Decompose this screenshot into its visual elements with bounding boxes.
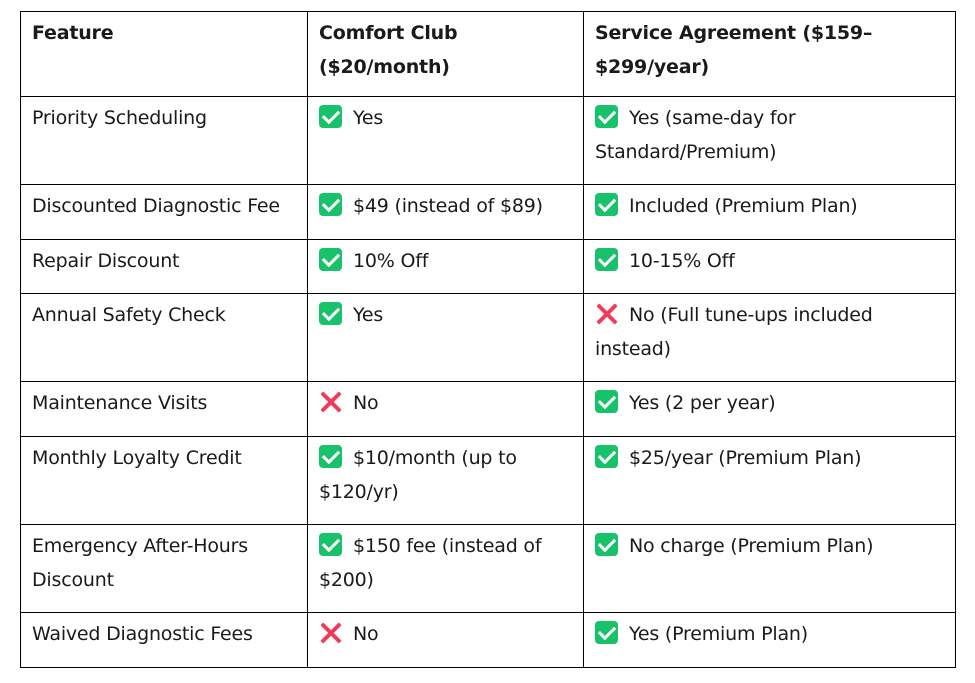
check-icon — [595, 105, 618, 128]
check-icon — [319, 533, 342, 556]
cell-text: $49 (instead of $89) — [353, 195, 543, 217]
service-agreement-cell — [584, 294, 956, 382]
table-row — [21, 382, 956, 437]
cell-text: Yes — [353, 107, 384, 129]
check-icon — [595, 390, 618, 413]
table-row — [21, 613, 956, 668]
service-agreement-cell — [584, 240, 956, 294]
cell-text: Yes (same-day for Standard/Premium) — [595, 107, 796, 163]
feature-cell: Monthly Loyalty Credit — [21, 437, 308, 525]
check-icon — [319, 193, 342, 216]
service-agreement-cell — [584, 437, 956, 525]
table-row — [21, 240, 956, 294]
cell-text: Yes — [353, 304, 384, 326]
cell-text: Included (Premium Plan) — [629, 195, 858, 217]
feature-cell: Emergency After-Hours Discount — [21, 525, 308, 613]
comfort-club-cell — [308, 185, 584, 240]
comfort-club-cell — [308, 525, 584, 613]
cell-text: 10-15% Off — [629, 250, 735, 272]
feature-cell: Repair Discount — [21, 240, 308, 294]
header-row — [21, 12, 956, 97]
cross-icon — [319, 390, 342, 413]
comparison-table — [20, 11, 956, 668]
cell-text: No charge (Premium Plan) — [629, 535, 874, 557]
check-icon — [595, 193, 618, 216]
cell-text: $10/month (up to $120/yr) — [319, 447, 517, 503]
table-row — [21, 525, 956, 613]
table-row — [21, 97, 956, 185]
feature-cell: Priority Scheduling — [21, 97, 308, 185]
service-agreement-cell — [584, 185, 956, 240]
service-agreement-cell — [584, 613, 956, 668]
table-row — [21, 185, 956, 240]
comfort-club-cell — [308, 97, 584, 185]
table-row — [21, 294, 956, 382]
cell-text: 10% Off — [353, 250, 429, 272]
feature-cell: Discounted Diagnostic Fee — [21, 185, 308, 240]
check-icon — [595, 248, 618, 271]
check-icon — [319, 105, 342, 128]
cell-text: $150 fee (instead of $200) — [319, 535, 542, 591]
service-agreement-cell — [584, 525, 956, 613]
feature-cell: Waived Diagnostic Fees — [21, 613, 308, 668]
check-icon — [319, 445, 342, 468]
check-icon — [595, 533, 618, 556]
check-icon — [319, 248, 342, 271]
cell-text: $25/year (Premium Plan) — [629, 447, 862, 469]
service-agreement-cell — [584, 97, 956, 185]
service-agreement-cell — [584, 382, 956, 437]
check-icon — [595, 445, 618, 468]
cell-text: No (Full tune-ups included instead) — [595, 304, 873, 360]
comfort-club-cell — [308, 382, 584, 437]
cell-text: Yes (Premium Plan) — [629, 623, 808, 645]
cell-text: No — [353, 392, 379, 414]
check-icon — [595, 621, 618, 644]
cross-icon — [595, 302, 618, 325]
cross-icon — [319, 621, 342, 644]
cell-text: Yes (2 per year) — [629, 392, 776, 414]
header-comfort-club: Comfort Club ($20/month) — [308, 12, 584, 97]
header-feature: Feature — [21, 12, 308, 97]
header-service-agreement: Service Agreement ($159–$299/year) — [584, 12, 956, 97]
check-icon — [319, 302, 342, 325]
feature-cell: Annual Safety Check — [21, 294, 308, 382]
feature-cell: Maintenance Visits — [21, 382, 308, 437]
cell-text: No — [353, 623, 379, 645]
comfort-club-cell — [308, 240, 584, 294]
comfort-club-cell — [308, 613, 584, 668]
comfort-club-cell — [308, 437, 584, 525]
table-row — [21, 437, 956, 525]
comfort-club-cell — [308, 294, 584, 382]
